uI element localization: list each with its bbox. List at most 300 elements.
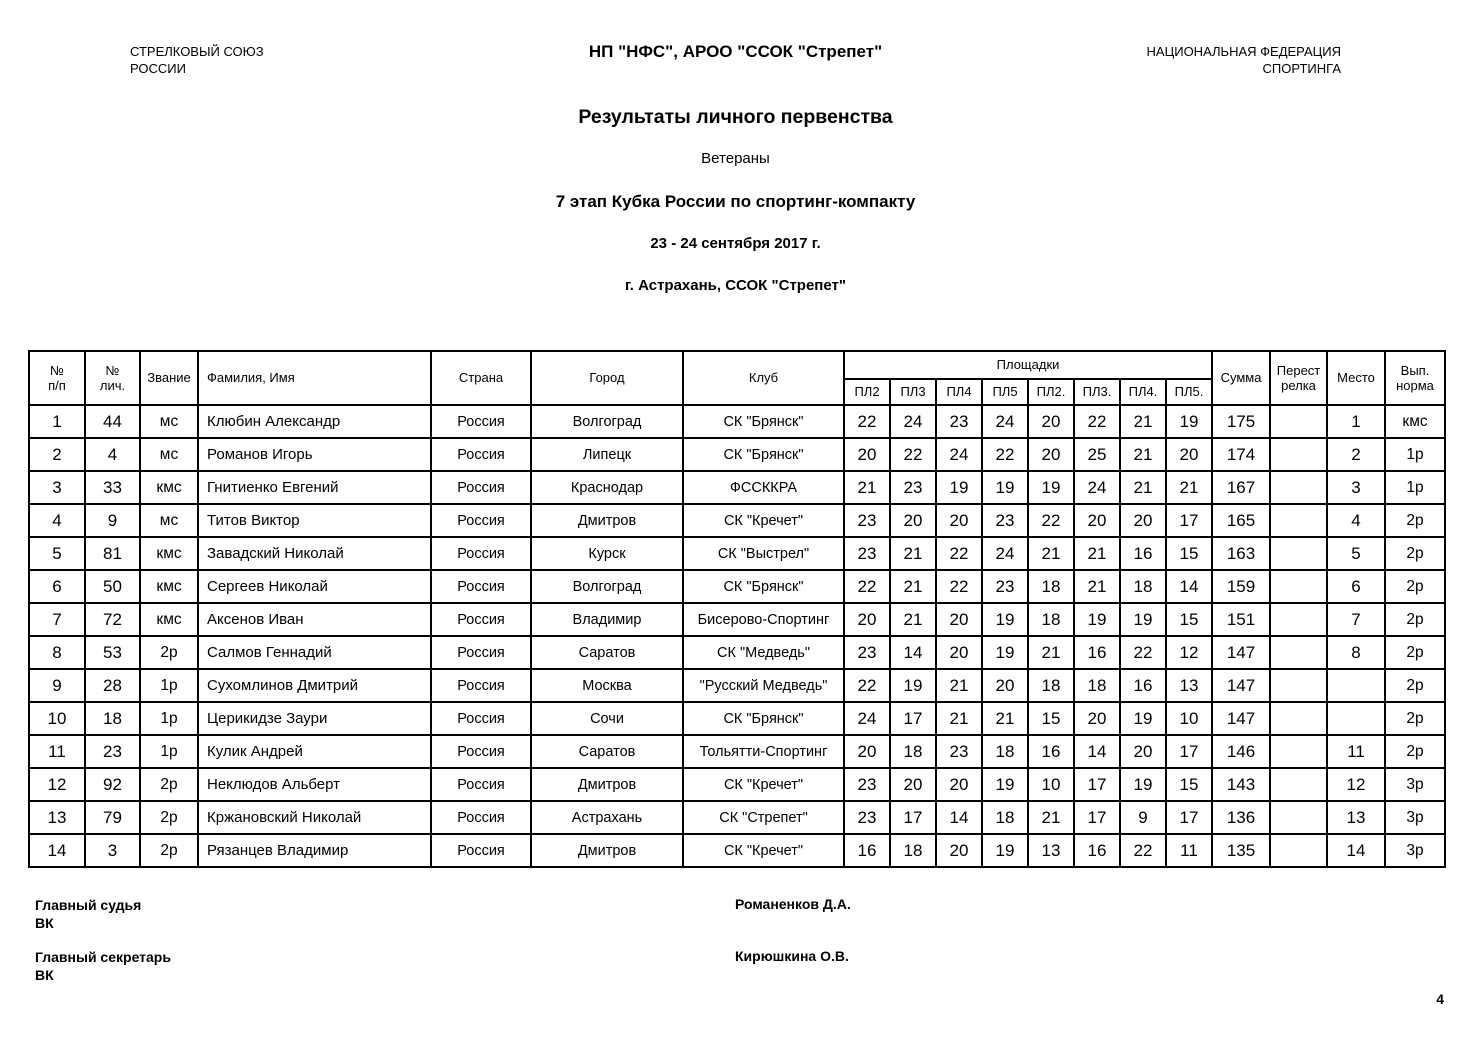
- event-dates: 23 - 24 сентября 2017 г.: [650, 235, 821, 252]
- row-club: ФССККРА: [683, 471, 844, 504]
- row-shootoff: [1270, 735, 1327, 768]
- row-club: СК "Брянск": [683, 702, 844, 735]
- row-score-3: 20: [936, 636, 982, 669]
- results-table: [28, 350, 1446, 868]
- row-score-1: 23: [844, 504, 890, 537]
- row-sum: 147: [1212, 702, 1270, 735]
- row-city: Саратов: [531, 636, 683, 669]
- row-shootoff: [1270, 834, 1327, 867]
- row-club: СК "Выстрел": [683, 537, 844, 570]
- table-row: [29, 768, 1445, 801]
- table-row: [29, 834, 1445, 867]
- row-score-4: 23: [982, 570, 1028, 603]
- row-score-8: 13: [1166, 669, 1212, 702]
- row-city: Дмитров: [531, 768, 683, 801]
- secretary-grade: ВК: [35, 967, 54, 984]
- row-score-3: 20: [936, 768, 982, 801]
- row-name: Рязанцев Владимир: [198, 834, 431, 867]
- event-location: г. Астрахань, ССОК "Стрепет": [625, 277, 846, 294]
- row-score-6: 25: [1074, 438, 1120, 471]
- row-place: [1327, 702, 1385, 735]
- row-norm: 3р: [1385, 801, 1445, 834]
- row-score-8: 17: [1166, 504, 1212, 537]
- row-city: Москва: [531, 669, 683, 702]
- row-score-7: 19: [1120, 603, 1166, 636]
- row-score-2: 21: [890, 603, 936, 636]
- row-sum: 146: [1212, 735, 1270, 768]
- row-place: [1327, 669, 1385, 702]
- row-score-6: 17: [1074, 768, 1120, 801]
- row-id: 81: [85, 537, 140, 570]
- row-id: 18: [85, 702, 140, 735]
- row-rank: 2р: [140, 636, 198, 669]
- row-name: Сергеев Николай: [198, 570, 431, 603]
- row-name: Кулик Андрей: [198, 735, 431, 768]
- row-score-1: 16: [844, 834, 890, 867]
- header-row-1: [29, 351, 1445, 379]
- row-rank: кмс: [140, 570, 198, 603]
- row-score-4: 21: [982, 702, 1028, 735]
- row-rank: кмс: [140, 603, 198, 636]
- row-name: Гнитиенко Евгений: [198, 471, 431, 504]
- row-place: 5: [1327, 537, 1385, 570]
- row-name: Сухомлинов Дмитрий: [198, 669, 431, 702]
- row-score-3: 22: [936, 570, 982, 603]
- row-sum: 147: [1212, 636, 1270, 669]
- row-shootoff: [1270, 570, 1327, 603]
- row-place: 1: [1327, 405, 1385, 438]
- table-row: [29, 504, 1445, 537]
- row-shootoff: [1270, 768, 1327, 801]
- row-score-4: 19: [982, 834, 1028, 867]
- row-score-7: 21: [1120, 405, 1166, 438]
- row-club: "Русский Медведь": [683, 669, 844, 702]
- row-num: 3: [29, 471, 85, 504]
- table-row: [29, 537, 1445, 570]
- row-score-5: 18: [1028, 669, 1074, 702]
- row-score-6: 20: [1074, 504, 1120, 537]
- row-id: 53: [85, 636, 140, 669]
- row-sum: 165: [1212, 504, 1270, 537]
- row-club: Тольятти-Спортинг: [683, 735, 844, 768]
- row-club: Бисерово-Спортинг: [683, 603, 844, 636]
- row-score-2: 18: [890, 735, 936, 768]
- row-sum: 147: [1212, 669, 1270, 702]
- row-score-3: 20: [936, 504, 982, 537]
- row-sum: 159: [1212, 570, 1270, 603]
- row-place: 7: [1327, 603, 1385, 636]
- row-score-6: 20: [1074, 702, 1120, 735]
- row-num: 13: [29, 801, 85, 834]
- row-shootoff: [1270, 471, 1327, 504]
- secretary-label: Главный секретарь: [35, 949, 171, 965]
- row-score-8: 19: [1166, 405, 1212, 438]
- row-score-5: 10: [1028, 768, 1074, 801]
- row-id: 33: [85, 471, 140, 504]
- row-score-2: 21: [890, 537, 936, 570]
- col-header-pl3: ПЛ3: [890, 379, 936, 405]
- row-country: Россия: [431, 537, 531, 570]
- row-score-5: 18: [1028, 570, 1074, 603]
- row-num: 1: [29, 405, 85, 438]
- page-number: 4: [1436, 991, 1444, 1007]
- row-score-3: 20: [936, 834, 982, 867]
- row-name: Неклюдов Альберт: [198, 768, 431, 801]
- row-norm: 2р: [1385, 735, 1445, 768]
- row-place: 13: [1327, 801, 1385, 834]
- row-club: СК "Кречет": [683, 768, 844, 801]
- org-right-line2: СПОРТИНГА: [1262, 60, 1341, 76]
- row-club: СК "Кречет": [683, 834, 844, 867]
- org-right-block: [1147, 44, 1341, 77]
- row-num: 9: [29, 669, 85, 702]
- col-header-rank: Звание: [140, 351, 198, 405]
- row-score-7: 22: [1120, 636, 1166, 669]
- col-header-pl4b: ПЛ4.: [1120, 379, 1166, 405]
- col-header-pl2b: ПЛ2.: [1028, 379, 1074, 405]
- row-score-7: 20: [1120, 735, 1166, 768]
- row-num: 11: [29, 735, 85, 768]
- row-country: Россия: [431, 405, 531, 438]
- row-score-2: 17: [890, 702, 936, 735]
- row-score-5: 20: [1028, 438, 1074, 471]
- row-score-8: 11: [1166, 834, 1212, 867]
- row-rank: 2р: [140, 834, 198, 867]
- col-header-name: Фамилия, Имя: [198, 351, 431, 405]
- row-city: Саратов: [531, 735, 683, 768]
- row-sum: 151: [1212, 603, 1270, 636]
- row-score-6: 22: [1074, 405, 1120, 438]
- row-num: 6: [29, 570, 85, 603]
- row-shootoff: [1270, 504, 1327, 537]
- row-score-6: 21: [1074, 537, 1120, 570]
- row-score-4: 19: [982, 636, 1028, 669]
- col-header-id: № лич.: [85, 351, 140, 405]
- row-num: 8: [29, 636, 85, 669]
- secretary-label-block: [35, 948, 171, 984]
- row-id: 92: [85, 768, 140, 801]
- row-score-2: 23: [890, 471, 936, 504]
- row-shootoff: [1270, 801, 1327, 834]
- row-place: 6: [1327, 570, 1385, 603]
- row-score-3: 24: [936, 438, 982, 471]
- row-score-2: 20: [890, 768, 936, 801]
- row-shootoff: [1270, 405, 1327, 438]
- row-sum: 174: [1212, 438, 1270, 471]
- table-row: [29, 405, 1445, 438]
- row-id: 23: [85, 735, 140, 768]
- row-sum: 143: [1212, 768, 1270, 801]
- row-score-3: 14: [936, 801, 982, 834]
- row-score-7: 16: [1120, 537, 1166, 570]
- row-score-8: 17: [1166, 735, 1212, 768]
- row-score-4: 22: [982, 438, 1028, 471]
- row-club: СК "Брянск": [683, 570, 844, 603]
- row-score-7: 19: [1120, 702, 1166, 735]
- judge-name: Романенков Д.А.: [735, 896, 851, 912]
- row-score-6: 17: [1074, 801, 1120, 834]
- row-norm: 2р: [1385, 570, 1445, 603]
- row-score-5: 15: [1028, 702, 1074, 735]
- row-name: Завадский Николай: [198, 537, 431, 570]
- row-num: 7: [29, 603, 85, 636]
- row-score-6: 24: [1074, 471, 1120, 504]
- row-score-6: 18: [1074, 669, 1120, 702]
- row-country: Россия: [431, 636, 531, 669]
- row-score-2: 24: [890, 405, 936, 438]
- row-score-6: 21: [1074, 570, 1120, 603]
- row-country: Россия: [431, 438, 531, 471]
- row-name: Клюбин Александр: [198, 405, 431, 438]
- row-name: Титов Виктор: [198, 504, 431, 537]
- row-name: Церикидзе Заури: [198, 702, 431, 735]
- row-score-4: 24: [982, 537, 1028, 570]
- row-score-2: 19: [890, 669, 936, 702]
- row-num: 4: [29, 504, 85, 537]
- row-score-1: 21: [844, 471, 890, 504]
- row-club: СК "Стрепет": [683, 801, 844, 834]
- row-rank: 1р: [140, 735, 198, 768]
- row-score-2: 21: [890, 570, 936, 603]
- row-country: Россия: [431, 603, 531, 636]
- row-rank: 2р: [140, 768, 198, 801]
- judge-grade: ВК: [35, 915, 54, 932]
- row-place: 4: [1327, 504, 1385, 537]
- col-header-pl4: ПЛ4: [936, 379, 982, 405]
- row-score-5: 21: [1028, 636, 1074, 669]
- row-id: 28: [85, 669, 140, 702]
- row-place: 3: [1327, 471, 1385, 504]
- col-header-shootoff: Перестрелка: [1270, 351, 1327, 405]
- row-city: Волгоград: [531, 570, 683, 603]
- row-score-5: 16: [1028, 735, 1074, 768]
- row-score-2: 18: [890, 834, 936, 867]
- row-id: 4: [85, 438, 140, 471]
- row-score-3: 23: [936, 405, 982, 438]
- row-id: 72: [85, 603, 140, 636]
- row-country: Россия: [431, 801, 531, 834]
- row-sum: 136: [1212, 801, 1270, 834]
- row-place: 8: [1327, 636, 1385, 669]
- row-score-1: 22: [844, 570, 890, 603]
- row-score-7: 18: [1120, 570, 1166, 603]
- row-id: 9: [85, 504, 140, 537]
- row-norm: 2р: [1385, 702, 1445, 735]
- row-shootoff: [1270, 603, 1327, 636]
- row-score-1: 20: [844, 438, 890, 471]
- row-score-1: 23: [844, 636, 890, 669]
- table-row: [29, 702, 1445, 735]
- row-rank: 1р: [140, 669, 198, 702]
- row-score-7: 19: [1120, 768, 1166, 801]
- row-score-1: 20: [844, 735, 890, 768]
- row-city: Астрахань: [531, 801, 683, 834]
- page-title: Результаты личного первенства: [578, 106, 893, 128]
- row-num: 14: [29, 834, 85, 867]
- table-row: [29, 669, 1445, 702]
- org-left-line1: СТРЕЛКОВЫЙ СОЮЗ: [130, 44, 264, 59]
- secretary-block: [0, 948, 1471, 998]
- row-city: Волгоград: [531, 405, 683, 438]
- row-score-4: 23: [982, 504, 1028, 537]
- row-city: Липецк: [531, 438, 683, 471]
- row-place: 11: [1327, 735, 1385, 768]
- col-header-pl3b: ПЛ3.: [1074, 379, 1120, 405]
- row-score-6: 16: [1074, 834, 1120, 867]
- row-place: 12: [1327, 768, 1385, 801]
- row-norm: 1р: [1385, 438, 1445, 471]
- row-score-8: 20: [1166, 438, 1212, 471]
- row-id: 3: [85, 834, 140, 867]
- row-score-8: 12: [1166, 636, 1212, 669]
- row-score-6: 19: [1074, 603, 1120, 636]
- row-norm: 2р: [1385, 603, 1445, 636]
- row-norm: кмс: [1385, 405, 1445, 438]
- row-score-8: 15: [1166, 768, 1212, 801]
- table-row: [29, 735, 1445, 768]
- row-country: Россия: [431, 669, 531, 702]
- organizations-header: [0, 0, 1471, 84]
- col-header-group: Площадки: [844, 351, 1212, 379]
- row-score-4: 18: [982, 801, 1028, 834]
- row-score-4: 19: [982, 471, 1028, 504]
- row-city: Сочи: [531, 702, 683, 735]
- org-center-title: НП "НФС", АРОО "ССОК "Стрепет": [588, 42, 883, 61]
- row-score-3: 19: [936, 471, 982, 504]
- row-score-2: 17: [890, 801, 936, 834]
- table-row: [29, 471, 1445, 504]
- col-header-pl5b: ПЛ5.: [1166, 379, 1212, 405]
- judge-block: [0, 896, 1471, 946]
- row-norm: 3р: [1385, 768, 1445, 801]
- row-score-5: 21: [1028, 801, 1074, 834]
- col-header-club: Клуб: [683, 351, 844, 405]
- col-header-sum: Сумма: [1212, 351, 1270, 405]
- row-num: 10: [29, 702, 85, 735]
- row-score-7: 21: [1120, 438, 1166, 471]
- row-id: 79: [85, 801, 140, 834]
- row-norm: 2р: [1385, 504, 1445, 537]
- row-score-7: 9: [1120, 801, 1166, 834]
- row-score-3: 22: [936, 537, 982, 570]
- row-score-4: 24: [982, 405, 1028, 438]
- row-score-3: 21: [936, 669, 982, 702]
- row-rank: кмс: [140, 537, 198, 570]
- row-country: Россия: [431, 834, 531, 867]
- row-sum: 135: [1212, 834, 1270, 867]
- row-score-8: 15: [1166, 537, 1212, 570]
- row-country: Россия: [431, 504, 531, 537]
- row-score-4: 20: [982, 669, 1028, 702]
- row-score-8: 21: [1166, 471, 1212, 504]
- event-title: 7 этап Кубка России по спортинг-компакту: [555, 192, 916, 211]
- row-norm: 1р: [1385, 471, 1445, 504]
- row-city: Владимир: [531, 603, 683, 636]
- row-rank: кмс: [140, 471, 198, 504]
- row-name: Кржановский Николай: [198, 801, 431, 834]
- row-country: Россия: [431, 471, 531, 504]
- row-city: Дмитров: [531, 834, 683, 867]
- row-score-2: 22: [890, 438, 936, 471]
- col-header-city: Город: [531, 351, 683, 405]
- row-score-7: 22: [1120, 834, 1166, 867]
- secretary-name: Кирюшкина О.В.: [735, 948, 849, 964]
- row-rank: мс: [140, 504, 198, 537]
- row-score-5: 18: [1028, 603, 1074, 636]
- row-city: Дмитров: [531, 504, 683, 537]
- row-score-1: 23: [844, 768, 890, 801]
- row-name: Салмов Геннадий: [198, 636, 431, 669]
- row-num: 2: [29, 438, 85, 471]
- row-rank: 2р: [140, 801, 198, 834]
- row-country: Россия: [431, 702, 531, 735]
- col-header-norm: Вып. норма: [1385, 351, 1445, 405]
- judge-label: Главный судья: [35, 897, 142, 913]
- row-norm: 2р: [1385, 636, 1445, 669]
- row-score-5: 22: [1028, 504, 1074, 537]
- row-club: СК "Кречет": [683, 504, 844, 537]
- row-norm: 3р: [1385, 834, 1445, 867]
- row-id: 50: [85, 570, 140, 603]
- row-shootoff: [1270, 702, 1327, 735]
- row-sum: 163: [1212, 537, 1270, 570]
- row-num: 5: [29, 537, 85, 570]
- row-score-8: 10: [1166, 702, 1212, 735]
- row-club: СК "Брянск": [683, 438, 844, 471]
- col-header-country: Страна: [431, 351, 531, 405]
- row-score-7: 16: [1120, 669, 1166, 702]
- row-score-8: 15: [1166, 603, 1212, 636]
- table-row: [29, 570, 1445, 603]
- org-left-line2: РОССИИ: [130, 60, 186, 76]
- row-score-1: 22: [844, 669, 890, 702]
- row-score-3: 21: [936, 702, 982, 735]
- row-shootoff: [1270, 669, 1327, 702]
- col-header-num: № п/п: [29, 351, 85, 405]
- row-country: Россия: [431, 570, 531, 603]
- row-score-3: 20: [936, 603, 982, 636]
- row-name: Аксенов Иван: [198, 603, 431, 636]
- row-score-1: 22: [844, 405, 890, 438]
- col-header-pl5: ПЛ5: [982, 379, 1028, 405]
- row-score-7: 21: [1120, 471, 1166, 504]
- table-row: [29, 603, 1445, 636]
- judge-label-block: [35, 896, 141, 932]
- row-score-5: 13: [1028, 834, 1074, 867]
- row-club: СК "Брянск": [683, 405, 844, 438]
- category-subtitle: Ветераны: [701, 150, 770, 167]
- row-score-2: 14: [890, 636, 936, 669]
- row-id: 44: [85, 405, 140, 438]
- row-sum: 167: [1212, 471, 1270, 504]
- table-row: [29, 801, 1445, 834]
- row-place: 14: [1327, 834, 1385, 867]
- row-score-5: 19: [1028, 471, 1074, 504]
- row-score-3: 23: [936, 735, 982, 768]
- row-score-1: 24: [844, 702, 890, 735]
- row-shootoff: [1270, 537, 1327, 570]
- row-score-8: 17: [1166, 801, 1212, 834]
- row-name: Романов Игорь: [198, 438, 431, 471]
- row-rank: 1р: [140, 702, 198, 735]
- col-header-place: Место: [1327, 351, 1385, 405]
- row-shootoff: [1270, 438, 1327, 471]
- org-right-line1: НАЦИОНАЛЬНАЯ ФЕДЕРАЦИЯ: [1146, 44, 1341, 59]
- row-norm: 2р: [1385, 669, 1445, 702]
- table-row: [29, 636, 1445, 669]
- row-norm: 2р: [1385, 537, 1445, 570]
- table-row: [29, 438, 1445, 471]
